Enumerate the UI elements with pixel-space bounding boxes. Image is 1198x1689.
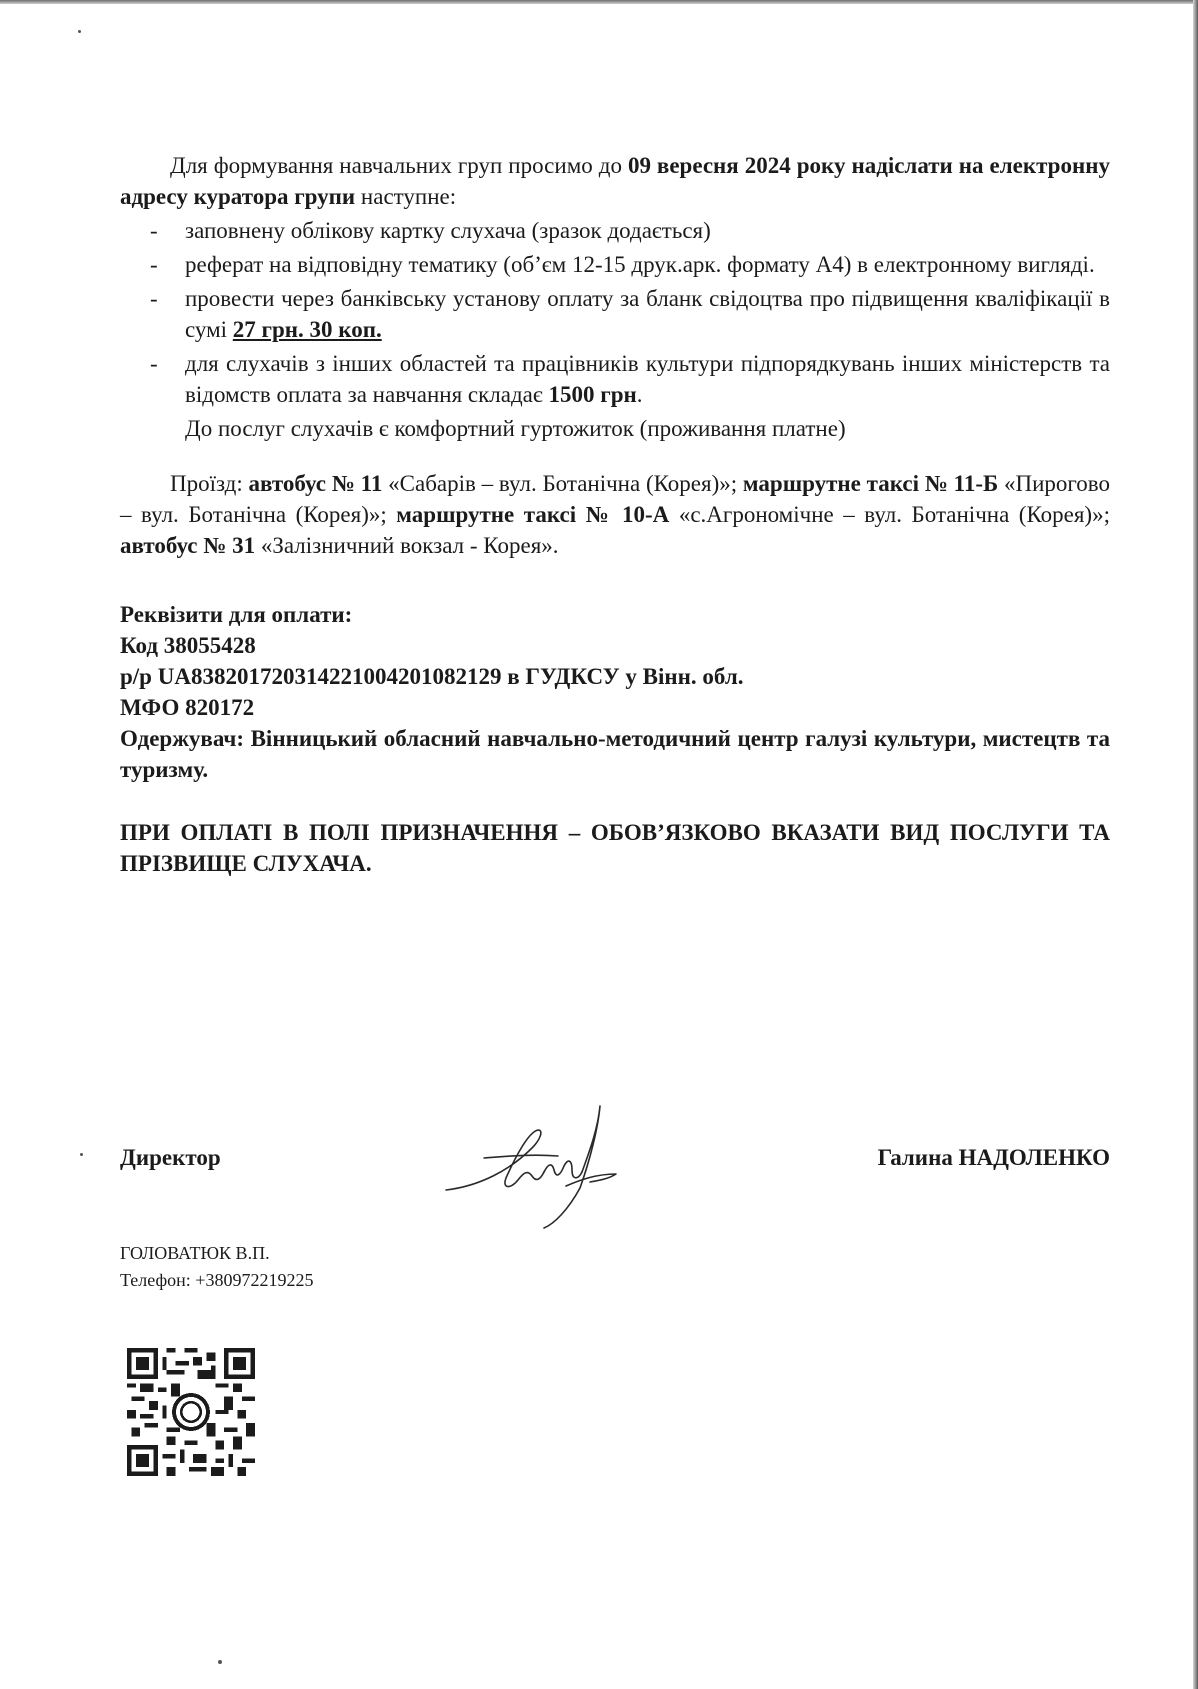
transport-label: Проїзд: bbox=[170, 471, 249, 496]
dormitory-note: До послуг слухачів є комфортний гуртожиток (проживання платне) bbox=[185, 416, 846, 441]
payment-requisites bbox=[120, 599, 1110, 785]
contact-info bbox=[120, 1240, 313, 1294]
intro-deadline: 09 вересня 2024 року bbox=[627, 153, 846, 178]
intro-email-request: надіслати на електронну адресу куратора групи bbox=[120, 153, 1110, 209]
list-item-text: для слухачів з інших областей та працівників культури підпорядкувань інших міністерств та відомств оплата за навчання складає bbox=[185, 351, 1110, 407]
list-item bbox=[120, 283, 1110, 345]
requirements-list bbox=[120, 215, 1110, 410]
list-item bbox=[120, 348, 1110, 410]
certificate-fee: 27 грн. 30 коп. bbox=[232, 317, 382, 342]
scan-speck bbox=[218, 1660, 222, 1664]
list-item-text: заповнену облікову картку слухача (зразок додається) bbox=[185, 218, 711, 243]
requisites-account: р/р UA838201720314221004201082129 в ГУДКСУ у Вінн. обл. bbox=[120, 664, 744, 689]
transport-paragraph bbox=[120, 468, 1110, 561]
letter-body bbox=[120, 150, 1110, 902]
scan-edge-top bbox=[0, 0, 1198, 4]
payment-warning: ПРИ ОПЛАТІ В ПОЛІ ПРИЗНАЧЕННЯ – ОБОВ’ЯЗКОВО ВКАЗАТИ ВИД ПОСЛУГИ ТА ПРІЗВИЩЕ СЛУХАЧА. bbox=[120, 820, 1110, 876]
list-item bbox=[120, 215, 1110, 246]
executor-phone: Телефон: +380972219225 bbox=[120, 1270, 314, 1290]
scan-speck bbox=[80, 1153, 83, 1156]
requisites-title: Реквізити для оплати: bbox=[120, 602, 353, 627]
tuition-fee: 1500 грн bbox=[548, 382, 637, 407]
intro-text-1: Для формування навчальних груп просимо до bbox=[170, 153, 628, 178]
route-bus-11: автобус № 11 bbox=[248, 471, 383, 496]
requisites-mfo: МФО 820172 bbox=[120, 695, 255, 720]
intro-paragraph bbox=[120, 150, 1110, 212]
signatory-name: Галина НАДОЛЕНКО bbox=[877, 1145, 1110, 1170]
executor-name: ГОЛОВАТЮК В.П. bbox=[120, 1243, 270, 1263]
route-taxi-11b-desc: «Пирогово – вул. Ботанічна (Корея)»; bbox=[120, 471, 1110, 527]
scan-edge-right bbox=[1193, 0, 1198, 1689]
scan-speck bbox=[78, 30, 81, 33]
list-item-end: . bbox=[636, 382, 643, 407]
list-item bbox=[120, 249, 1110, 280]
route-bus-31: автобус № 31 bbox=[120, 533, 256, 558]
route-taxi-10a: маршрутне таксі № 10-А bbox=[396, 502, 670, 527]
signatory-position: Директор bbox=[120, 1145, 221, 1170]
handwritten-signature bbox=[440, 1100, 630, 1230]
requisites-recipient: Одержувач: Вінницький обласний навчально-методичний центр галузі культури, мистецтв та туризму. bbox=[120, 726, 1110, 782]
intro-text-3: наступне: bbox=[355, 184, 457, 209]
list-item-text: реферат на відповідну тематику (об’єм 12-15 друк.арк. формату А4) в електронному вигляді. bbox=[185, 252, 1095, 277]
route-taxi-10a-desc: «с.Агрономічне – вул. Ботанічна (Корея)»; bbox=[669, 502, 1110, 527]
list-item-text: провести через банківську установу оплату за бланк свідоцтва про підвищення кваліфікації в сумі bbox=[185, 286, 1110, 342]
qr-code-icon bbox=[127, 1348, 255, 1476]
requisites-code: Код 38055428 bbox=[120, 633, 256, 658]
route-bus-11-desc: «Сабарів – вул. Ботанічна (Корея)»; bbox=[382, 471, 743, 496]
route-taxi-11b: маршрутне таксі № 11-Б bbox=[742, 471, 999, 496]
route-bus-31-desc: «Залізничний вокзал - Корея». bbox=[255, 533, 559, 558]
